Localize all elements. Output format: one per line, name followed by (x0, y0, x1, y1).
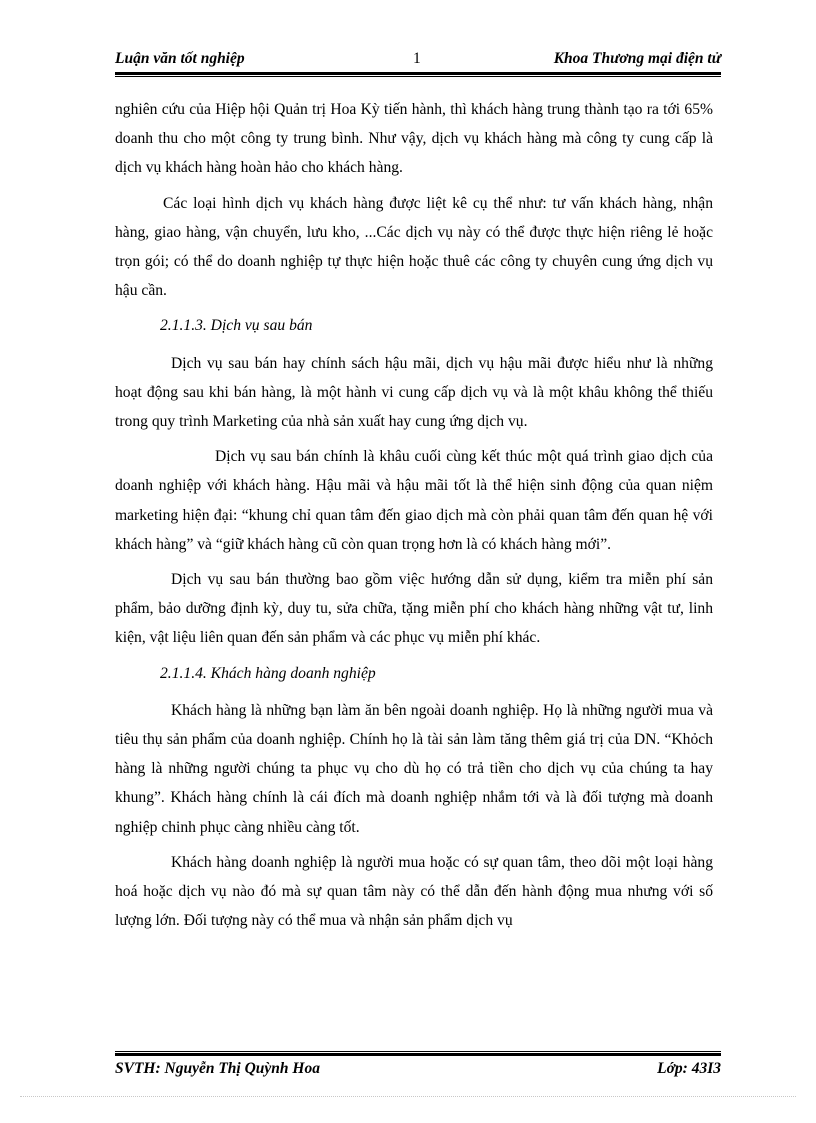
footer-class: Lớp: 43I3 (657, 1060, 721, 1077)
paragraph-continuation: nghiên cứu của Hiệp hội Quản trị Hoa Kỳ tiến hành, thì khách hàng trung thành tạo ra tới 65% doanh thu cho một công ty trung bình. Như vậy, dịch vụ khách hàng mà công ty cung cấp là dịch vụ khách hàng hoàn hảo cho khách hàng. (115, 101, 713, 177)
page-footer (115, 1060, 721, 1080)
paragraph-after-sales-definition: Dịch vụ sau bán hay chính sách hậu mãi, dịch vụ hậu mãi được hiểu như là những hoạt động sau khi bán hàng, là một hành vi cung cấp dịch vụ và là một khâu không thể thiếu trong quy trình Marketing của nhà sản xuất hay cung ứng dịch vụ. (115, 354, 713, 431)
footer-student-name: SVTH: Nguyễn Thị Quỳnh Hoa (115, 1060, 320, 1077)
footer-rule-thick (115, 1053, 721, 1056)
page-edge-divider (20, 1096, 796, 1097)
section-heading-after-sales: 2.1.1.3. Dịch vụ sau bán (160, 317, 313, 335)
paragraph-business-customer-definition: Khách hàng doanh nghiệp là người mua hoặc có sự quan tâm, theo dõi một loại hàng hoá hoặc dịch vụ nào đó mà sự quan tâm này có thể dẫn đến hành động mua nhưng với số lượng lớn. Đối tượng này có thể mua và nhận sản phẩm dịch vụ (115, 853, 713, 930)
header-thesis-title: Luận văn tốt nghiệp (115, 50, 245, 67)
header-rule-thick (115, 72, 721, 75)
body-text (115, 95, 713, 941)
paragraph-after-sales-final-stage: Dịch vụ sau bán chính là khâu cuối cùng kết thúc một quá trình giao dịch của doanh nghiệp với khách hàng. Hậu mãi và hậu mãi tốt là thể hiện sinh động của quan niệm marketing hiện đại: “khung chỉ quan tâm đến giao dịch mà còn phải quan tâm đến quan hệ với khách hàng” và “giữ khách hàng cũ còn quan trọng hơn là có khách hàng mới”. (115, 448, 713, 553)
footer-rule-thin (115, 1051, 721, 1052)
section-heading-business-customers: 2.1.1.4. Khách hàng doanh nghiệp (160, 664, 376, 682)
paragraph-service-types: Các loại hình dịch vụ khách hàng được liệt kê cụ thể như: tư vấn khách hàng, nhận hàng, giao hàng, vận chuyển, lưu kho, ...Các dịch vụ này có thể được thực hiện riêng lẻ hoặc trọn gói; có thể do doanh nghiệp tự thực hiện hoặc thuê các công ty chuyên cung ứng dịch vụ hậu cần. (115, 194, 713, 300)
header-faculty: Khoa Thương mại điện tử (553, 50, 721, 67)
header-rule-thin (115, 76, 721, 77)
page-header (115, 50, 721, 70)
paragraph-customers-partners: Khách hàng là những bạn làm ăn bên ngoài doanh nghiệp. Họ là những người mua và tiêu thụ sản phẩm của doanh nghiệp. Chính họ là tài sản làm tăng thêm giá trị của DN. “Khỏch hàng là những người chúng ta phục vụ cho dù họ có trả tiền cho dịch vụ của chúng ta hay khung”. Khách hàng chính là cái đích mà doanh nghiệp nhắm tới và là đối tượng mà doanh nghiệp chinh phục càng nhiều càng tốt. (115, 701, 713, 836)
header-page-number: 1 (413, 50, 421, 67)
paragraph-after-sales-includes: Dịch vụ sau bán thường bao gồm việc hướng dẫn sử dụng, kiểm tra miễn phí sản phẩm, bảo dưỡng định kỳ, duy tu, sửa chữa, tặng miễn phí cho khách hàng những vật tư, linh kiện, vật liệu liên quan đến sản phẩm và các phục vụ miễn phí khác. (115, 571, 713, 647)
